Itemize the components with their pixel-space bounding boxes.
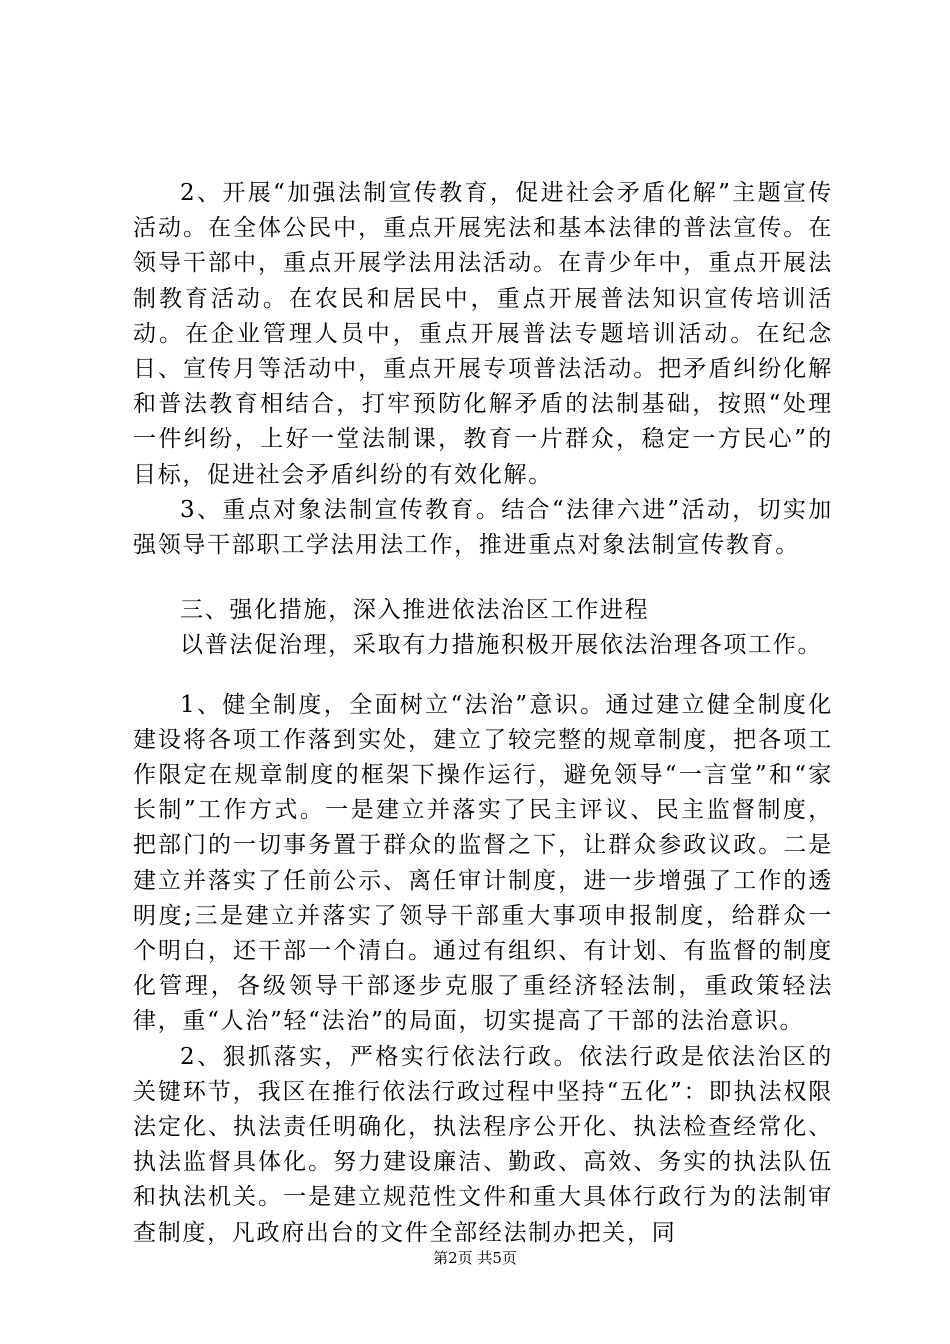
paragraph-system-building: 1、健全制度，全面树立“法治”意识。通过建立健全制度化建设将各项工作落到实处，建立了较完整的规章制度，把各项工作限定在规章制度的框架下操作运行，避免领导“一言堂”和“家长制”工作方式。一是建立并落实了民主评议、民主监督制度，把部门的一切事务置于群众的监督之下，让群众参政议政。二是建立并落实了任前公示、离任审计制度，进一步增强了工作的透明度;三是建立并落实了领导干部重大事项申报制度，给群众一个明白，还干部一个清白。通过有组织、有计划、有监督的制度化管理，各级领导干部逐步克服了重经济轻法制，重政策轻法律，重“人治”轻“法治”的局面，切实提高了干部的法治意识。 <box>133 691 833 1035</box>
paragraph-key-targets: 3、重点对象法制宣传教育。结合“法律六进”活动，切实加强领导干部职工学法用法工作，推进重点对象法制宣传教育。 <box>133 496 833 559</box>
page-number-footer: 第2页 共5页 <box>433 1249 517 1267</box>
section-heading: 三、强化措施，深入推进依法治区工作进程 <box>180 597 650 624</box>
paragraph-propaganda-activities: 2、开展“加强法制宣传教育，促进社会矛盾化解”主题宣传活动。在全体公民中，重点开展宪法和基本法律的普法宣传。在领导干部中，重点开展学法用法活动。在青少年中，重点开展法制教育活动。在农民和居民中，重点开展普法知识宣传培训活动。在企业管理人员中，重点开展普法专题培训活动。在纪念日、宣传月等活动中，重点开展专项普法活动。把矛盾纠纷化解和普法教育相结合，打牢预防化解矛盾的法制基础，按照“处理一件纠纷，上好一堂法制课，教育一片群众，稳定一方民心”的目标，促进社会矛盾纠纷的有效化解。 <box>133 180 833 488</box>
document-body <box>133 176 833 1251</box>
spacer <box>133 664 833 688</box>
paragraph-law-enforcement: 2、狠抓落实，严格实行依法行政。依法行政是依法治区的关键环节，我区在推行依法行政过程中坚持“五化”：即执法权限法定化、执法责任明确化，执法程序公开化、执法检查经常化、执法监督具体化。努力建设廉洁、勤政、高效、务实的执法队伍和执法机关。一是建立规范性文件和重大具体行政行为的法制审查制度，凡政府出台的文件全部经法制办把关，同 <box>133 1043 833 1246</box>
spacer <box>133 563 833 593</box>
paragraph-intro: 以普法促治理，采取有力措施积极开展依法治理各项工作。 <box>180 632 823 659</box>
